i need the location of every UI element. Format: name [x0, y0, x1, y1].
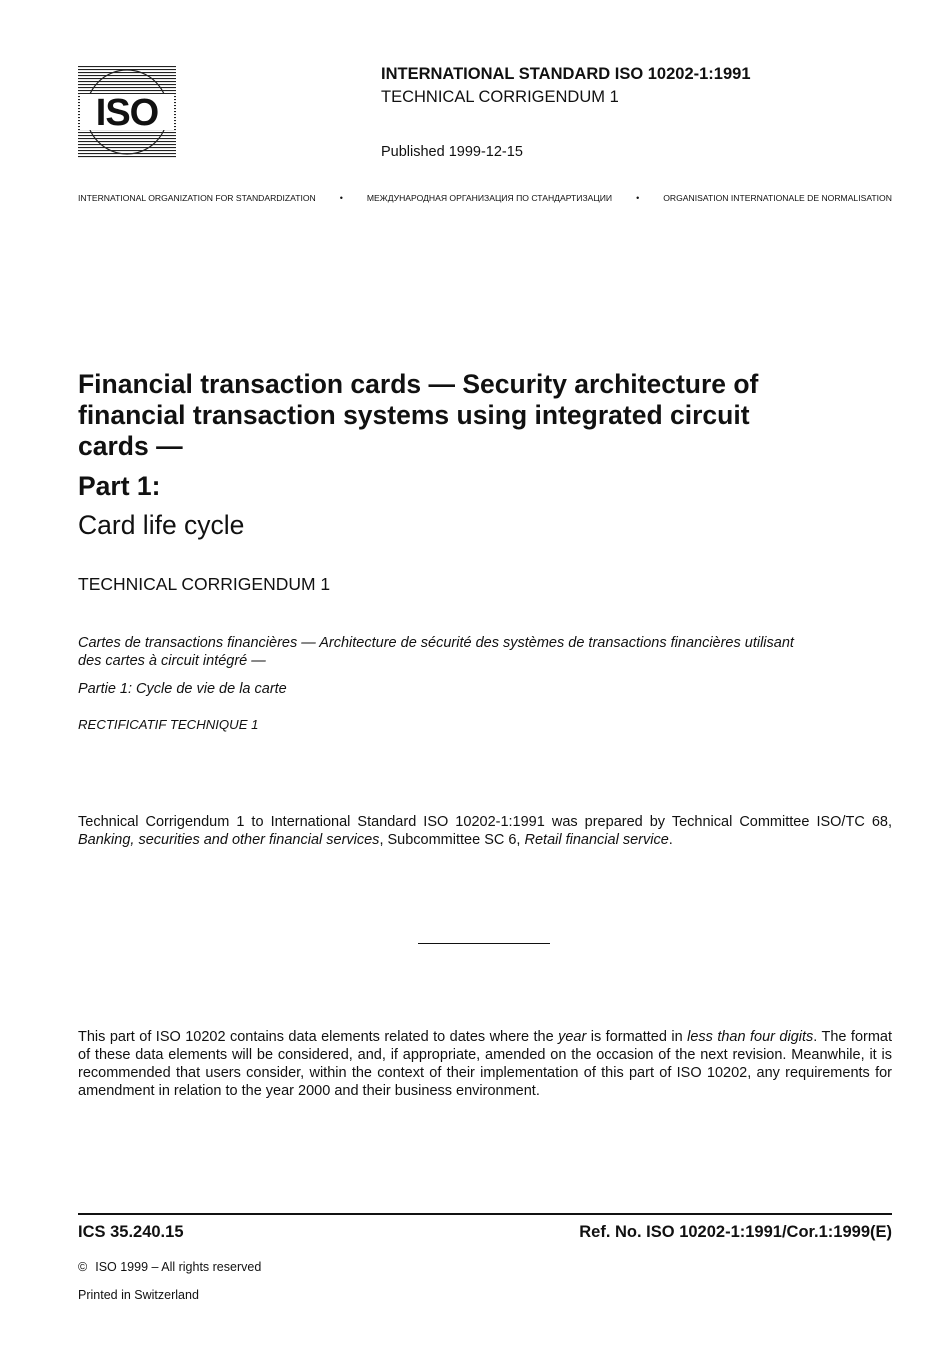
- printed-location: Printed in Switzerland: [78, 1288, 199, 1302]
- document-title: [78, 369, 878, 462]
- paragraph-text: This part of ISO 10202 contains data elements related to dates where the: [78, 1029, 559, 1045]
- year-2000-note: [78, 1028, 892, 1100]
- title-line: Financial transaction cards — Security architecture of: [78, 369, 759, 399]
- title-line: financial transaction systems using integrated circuit: [78, 400, 750, 430]
- copyright-text: ISO 1999 – All rights reserved: [95, 1260, 262, 1274]
- title-line: cards —: [78, 431, 183, 461]
- committee-name: Banking, securities and other financial services: [78, 832, 380, 848]
- corrigendum-label: TECHNICAL CORRIGENDUM 1: [381, 88, 619, 106]
- part-label: Part 1:: [78, 471, 161, 501]
- paragraph-text: .: [668, 832, 673, 848]
- french-title-line: Cartes de transactions financières — Architecture de sécurité des systèmes de transactions financières utilisant: [78, 635, 794, 651]
- paragraph-text: . The format of these data elements will be considered, and, if appropriate, amended on the occasion of the next revision. Meanwhile, it is recommended that users consider, within the context of their implementation of this part of ISO 10202, any requirements for amendment in relation to the year 2000 and their business environment.: [78, 1029, 893, 1099]
- french-rectificatif: RECTIFICATIF TECHNIQUE 1: [78, 717, 259, 732]
- part-subtitle: Card life cycle: [78, 510, 245, 540]
- french-part: Partie 1: Cycle de vie de la carte: [78, 681, 287, 697]
- iso-logo: [78, 66, 176, 158]
- french-title-line: des cartes à circuit intégré —: [78, 652, 266, 669]
- bullet-separator: •: [339, 193, 343, 203]
- paragraph-text: is formatted in: [586, 1029, 688, 1045]
- reference-number: Ref. No. ISO 10202-1:1991/Cor.1:1999(E): [579, 1223, 892, 1241]
- emphasis-year: year: [558, 1029, 587, 1045]
- ics-code: ICS 35.240.15: [78, 1223, 184, 1241]
- copyright-icon: ©: [78, 1260, 88, 1274]
- iso-logo-graphic: [78, 66, 176, 158]
- subcommittee-name: Retail financial service: [524, 832, 669, 848]
- published-date: Published 1999-12-15: [381, 144, 523, 160]
- copyright-notice: [78, 1259, 261, 1275]
- organization-line: [78, 192, 892, 204]
- section-divider: [418, 943, 550, 944]
- org-english: INTERNATIONAL ORGANIZATION FOR STANDARDIZATION: [78, 193, 316, 203]
- footer-rule: [78, 1213, 892, 1215]
- bullet-separator: •: [636, 193, 640, 203]
- preparation-paragraph: [78, 813, 892, 849]
- paragraph-text: Technical Corrigendum 1 to International Standard ISO 10202-1:1991 was prepared by Technical Committee ISO/TC 68,: [78, 814, 892, 830]
- standard-title: INTERNATIONAL STANDARD ISO 10202-1:1991: [381, 65, 751, 83]
- paragraph-text: , Subcommittee SC 6,: [379, 832, 525, 848]
- french-title: [78, 635, 892, 670]
- org-french: ORGANISATION INTERNATIONALE DE NORMALISATION: [663, 193, 892, 203]
- corrigendum-heading: TECHNICAL CORRIGENDUM 1: [78, 574, 331, 594]
- org-russian: МЕЖДУНАРОДНАЯ ОРГАНИЗАЦИЯ ПО СТАНДАРТИЗАЦИИ: [366, 193, 613, 203]
- logo-text: ISO: [95, 92, 159, 134]
- emphasis-digits: less than four digits: [687, 1029, 814, 1045]
